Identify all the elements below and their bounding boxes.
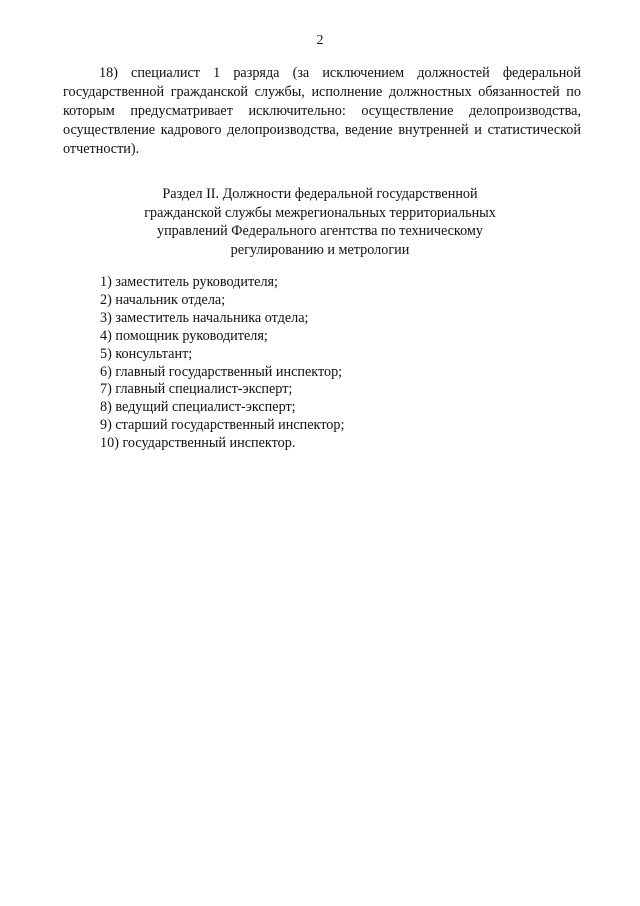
- list-item: 2) начальник отдела;: [100, 291, 226, 308]
- page-number: 2: [316, 33, 324, 48]
- list-item: 4) помощник руководителя;: [100, 327, 268, 344]
- list-item: 10) государственный инспектор.: [100, 435, 296, 452]
- section-heading-line: регулированию и метрологии: [230, 241, 410, 258]
- section-heading: [100, 185, 540, 259]
- list-item: 5) консультант;: [100, 345, 193, 362]
- section-heading-line: управлений Федерального агентства по техническому: [157, 223, 483, 239]
- section-heading-line: Раздел II. Должности федеральной государственной: [162, 186, 478, 202]
- list-item: 6) главный государственный инспектор;: [100, 363, 343, 380]
- list-item: 8) ведущий специалист-эксперт;: [100, 399, 296, 416]
- list-item: 9) старший государственный инспектор;: [100, 417, 345, 434]
- list-item: 3) заместитель начальника отдела;: [100, 309, 309, 326]
- list-item: 1) заместитель руководителя;: [100, 274, 278, 290]
- paragraph-item-18: 18) специалист 1 разряда (за исключением должностей федеральной государственной гражданской службы, исполнение должностных обязанностей по которым предусматривает исключительно: осуществление делопроизводства, осуществление кадрового делопроизводства, ведение внутренней и статистической отчетности).: [63, 65, 581, 157]
- positions-list: [100, 274, 344, 453]
- section-heading-line: гражданской службы межрегиональных территориальных: [144, 204, 496, 221]
- list-item: 7) главный специалист-эксперт;: [100, 381, 293, 398]
